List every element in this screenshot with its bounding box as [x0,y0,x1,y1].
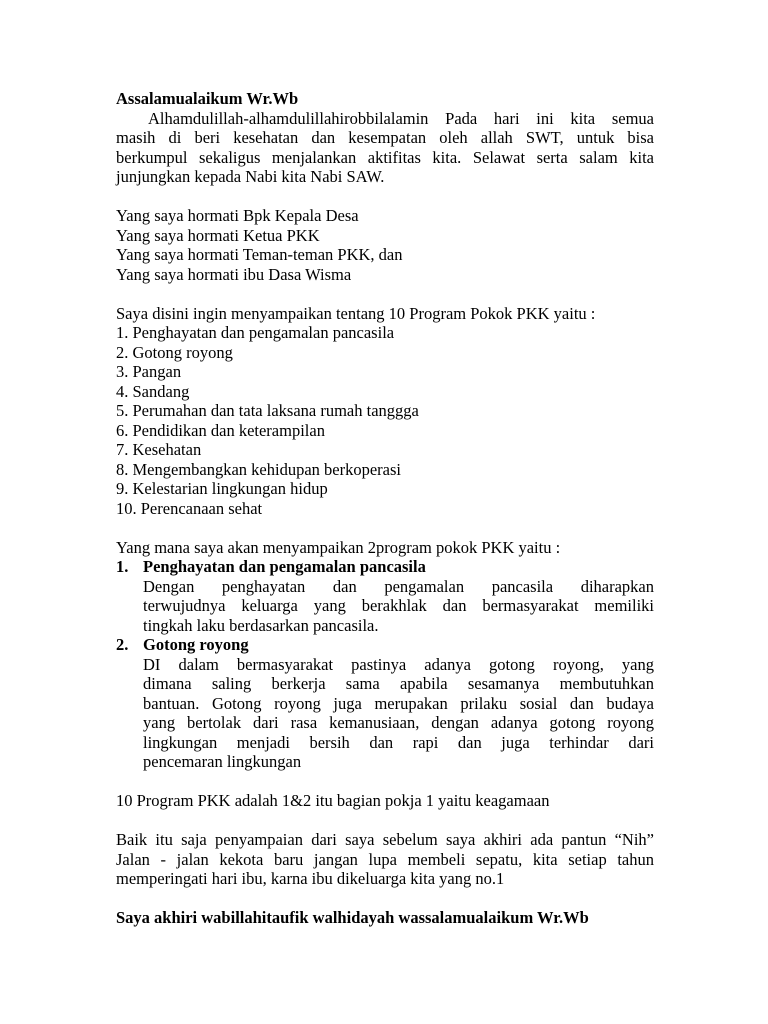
focus-intro: Yang mana saya akan menyampaikan 2program pokok PKK yaitu : [116,537,561,557]
program-item: 2. Gotong royong [116,342,233,362]
intro-line: Alhamdulillah-alhamdulillahirobbilalamin Pada hari ini kita semua [148,108,654,128]
pokja-note: 10 Program PKK adalah 1&2 itu bagian pokja 1 yaitu keagamaan [116,791,550,810]
spacer [116,284,654,304]
program-item: 3. Pangan [116,362,182,381]
focus-item [116,557,654,635]
focus-item-line: DI dalam bermasyarakat pastinya adanya gotong royong, yang [143,654,654,674]
spacer [116,889,654,909]
honorific-line: Yang saya hormati ibu Dasa Wisma [116,264,352,284]
greeting-heading: Assalamualaikum Wr.Wb [116,89,299,108]
program-item: 8. Mengembangkan kehidupan berkoperasi [116,459,401,479]
closing-line: memperingati hari ibu, karna ibu dikeluarga kita yang no.1 [116,869,505,888]
spacer [116,187,654,207]
focus-item-line: tingkah laku berdasarkan pancasila. [143,615,379,635]
focus-item-title: Gotong royong [143,635,249,654]
focus-item-number: 1. [116,557,129,576]
focus-item-title: Penghayatan dan pengamalan pancasila [143,557,426,576]
intro-line: junjungkan kepada Nabi kita Nabi SAW. [116,167,385,186]
focus-item-line: bantuan. Gotong royong juga merupakan prilaku sosial dan budaya [143,693,654,713]
program-item: 9. Kelestarian lingkungan hidup [116,479,328,498]
program-item: 4. Sandang [116,381,190,401]
program-item: 1. Penghayatan dan pengamalan pancasila [116,323,395,342]
spacer [116,811,654,831]
focus-item-number: 2. [116,635,129,654]
programs-intro: Saya disini ingin menyampaikan tentang 10 Program Pokok PKK yaitu : [116,303,596,323]
focus-item-line: Dengan penghayatan dan pengamalan pancasila diharapkan [143,576,654,596]
focus-item-line: lingkungan menjadi bersih dan rapi dan juga terhindar dari [143,732,654,752]
focus-item [116,635,654,772]
program-item: 7. Kesehatan [116,440,202,459]
document-body [116,89,654,928]
focus-item-line: yang bertolak dari rasa kemanusiaan, dengan adanya gotong royong [143,713,654,732]
closing-paragraph [116,830,654,889]
honorifics-list [116,206,654,284]
spacer [116,518,654,538]
program-item: 5. Perumahan dan tata laksana rumah tanggga [116,401,419,420]
honorific-line: Yang saya hormati Teman-teman PKK, dan [116,245,403,264]
closing-line: Baik itu saja penyampaian dari saya sebelum saya akhiri ada pantun “Nih” [116,830,654,849]
focus-item-heading [116,557,654,577]
focus-item-heading [116,635,654,655]
closing-line: Jalan - jalan kekota baru jangan lupa membeli sepatu, kita setiap tahun [116,849,654,869]
programs-list [116,323,654,518]
focus-item-line: pencemaran lingkungan [143,752,302,771]
farewell-line: Saya akhiri wabillahitaufik walhidayah wassalamualaikum Wr.Wb [116,908,589,927]
program-item: 10. Perencanaan sehat [116,498,263,518]
program-item: 6. Pendidikan dan keterampilan [116,420,325,440]
honorific-line: Yang saya hormati Bpk Kepala Desa [116,206,359,225]
focus-item-line: terwujudnya keluarga yang berakhlak dan bermasyarakat memiliki [143,596,654,615]
intro-line: berkumpul sekaligus menjalankan aktifitas kita. Selawat serta salam kita [116,147,654,167]
intro-paragraph [116,109,654,187]
honorific-line: Yang saya hormati Ketua PKK [116,225,320,245]
focus-item-line: dimana saling berkerja sama apabila sesamanya membutuhkan [143,674,654,693]
spacer [116,772,654,792]
intro-line: masih di beri kesehatan dan kesempatan oleh allah SWT, untuk bisa [116,128,654,147]
